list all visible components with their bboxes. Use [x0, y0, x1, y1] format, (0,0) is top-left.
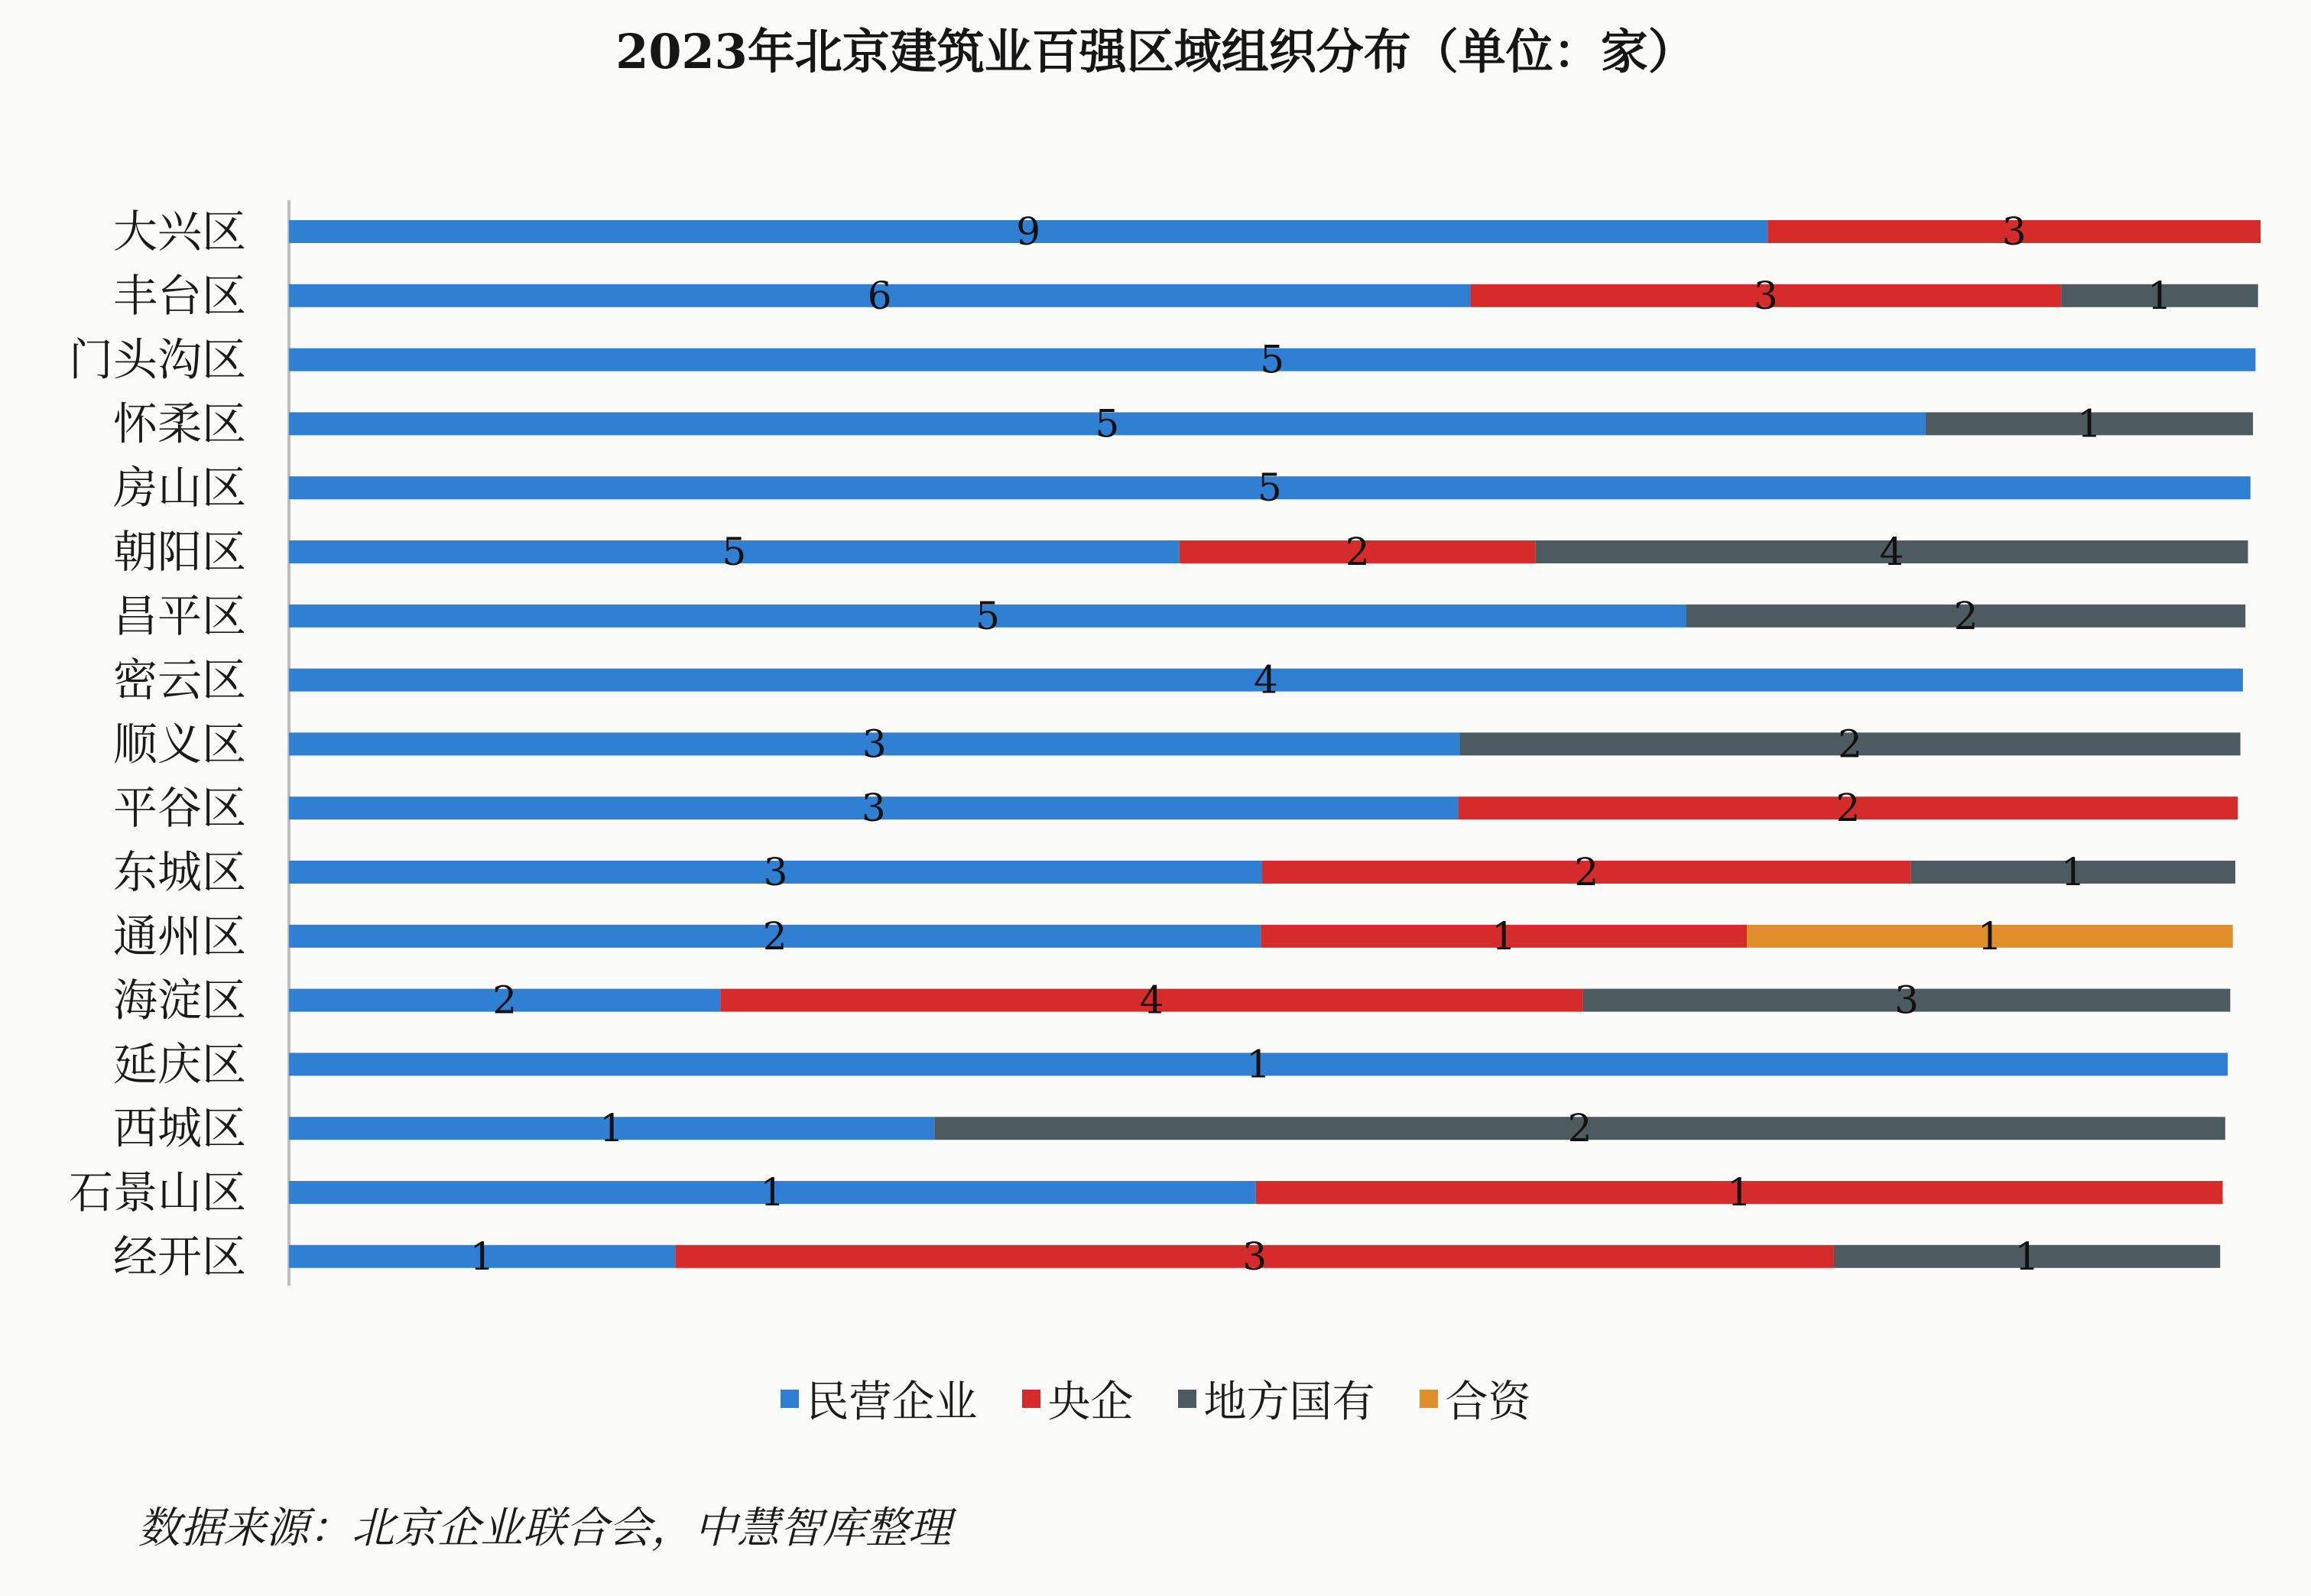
data-label: 3 — [2001, 209, 2027, 254]
legend-label: 民营企业 — [806, 1377, 978, 1427]
legend-swatch — [1420, 1390, 1438, 1408]
data-label: 1 — [2014, 1234, 2040, 1279]
data-label: 1 — [1977, 913, 2002, 959]
data-label: 3 — [763, 850, 788, 894]
category-label: 经开区 — [112, 1230, 246, 1283]
data-label: 1 — [2147, 273, 2172, 318]
category-label: 顺义区 — [112, 718, 246, 770]
data-label: 1 — [1491, 913, 1517, 959]
data-label: 4 — [1139, 978, 1164, 1023]
legend-item — [1178, 1368, 1375, 1429]
source-note: 数据来源：北京企业联合会，中慧智库整理 — [138, 1504, 951, 1553]
category-label: 通州区 — [112, 910, 246, 962]
data-label: 3 — [862, 722, 887, 767]
data-label: 5 — [1257, 466, 1282, 511]
data-label: 2 — [492, 978, 518, 1023]
legend-label: 央企 — [1047, 1377, 1134, 1427]
data-label: 2 — [1953, 593, 1978, 638]
category-label: 平谷区 — [112, 782, 246, 835]
data-label: 4 — [1879, 530, 1904, 574]
data-label: 1 — [1727, 1170, 1752, 1215]
category-label: 昌平区 — [112, 589, 246, 642]
data-label: 1 — [599, 1106, 625, 1151]
data-label: 5 — [1260, 337, 1285, 382]
legend-item — [781, 1368, 978, 1429]
legend-swatch — [781, 1390, 799, 1408]
data-label: 1 — [1246, 1042, 1271, 1087]
data-label: 5 — [1095, 401, 1120, 446]
category-label: 密云区 — [112, 654, 246, 706]
data-label: 1 — [2077, 401, 2102, 446]
legend-label: 合资 — [1445, 1377, 1531, 1427]
data-label: 2 — [1567, 1106, 1592, 1151]
data-label: 1 — [760, 1170, 785, 1215]
category-label: 西城区 — [112, 1102, 246, 1155]
category-label: 朝阳区 — [112, 526, 246, 578]
category-label: 丰台区 — [112, 269, 246, 322]
data-label: 2 — [1835, 786, 1861, 831]
legend-swatch — [1178, 1390, 1196, 1408]
chart-legend — [0, 1368, 2311, 1429]
data-label: 5 — [975, 593, 1000, 638]
data-label: 5 — [722, 530, 747, 574]
category-label: 海淀区 — [112, 974, 246, 1027]
category-label: 房山区 — [112, 462, 246, 514]
chart-title: 2023年北京建筑业百强区域组织分布（单位：家） — [615, 24, 1696, 79]
data-label: 4 — [1254, 657, 1278, 702]
data-label: 2 — [1838, 722, 1862, 767]
data-label: 6 — [867, 273, 892, 318]
category-label: 大兴区 — [112, 206, 246, 258]
data-label: 9 — [1016, 209, 1041, 254]
legend-item — [1022, 1368, 1134, 1429]
category-label: 延庆区 — [112, 1038, 246, 1091]
category-label: 怀柔区 — [112, 397, 246, 450]
data-label: 2 — [1574, 850, 1599, 894]
legend-swatch — [1022, 1390, 1040, 1408]
data-label: 3 — [1242, 1234, 1267, 1279]
category-label: 东城区 — [112, 846, 246, 898]
data-label: 1 — [469, 1234, 495, 1279]
data-label: 1 — [2060, 850, 2085, 894]
data-label: 3 — [1894, 978, 1920, 1023]
data-label: 3 — [861, 786, 886, 831]
data-label: 3 — [1753, 273, 1778, 318]
category-label: 石景山区 — [68, 1166, 246, 1218]
legend-label: 地方国有 — [1203, 1377, 1375, 1427]
data-label: 2 — [762, 913, 787, 959]
legend-item — [1420, 1368, 1531, 1429]
category-label: 门头沟区 — [68, 333, 246, 386]
data-label: 2 — [1345, 530, 1370, 574]
